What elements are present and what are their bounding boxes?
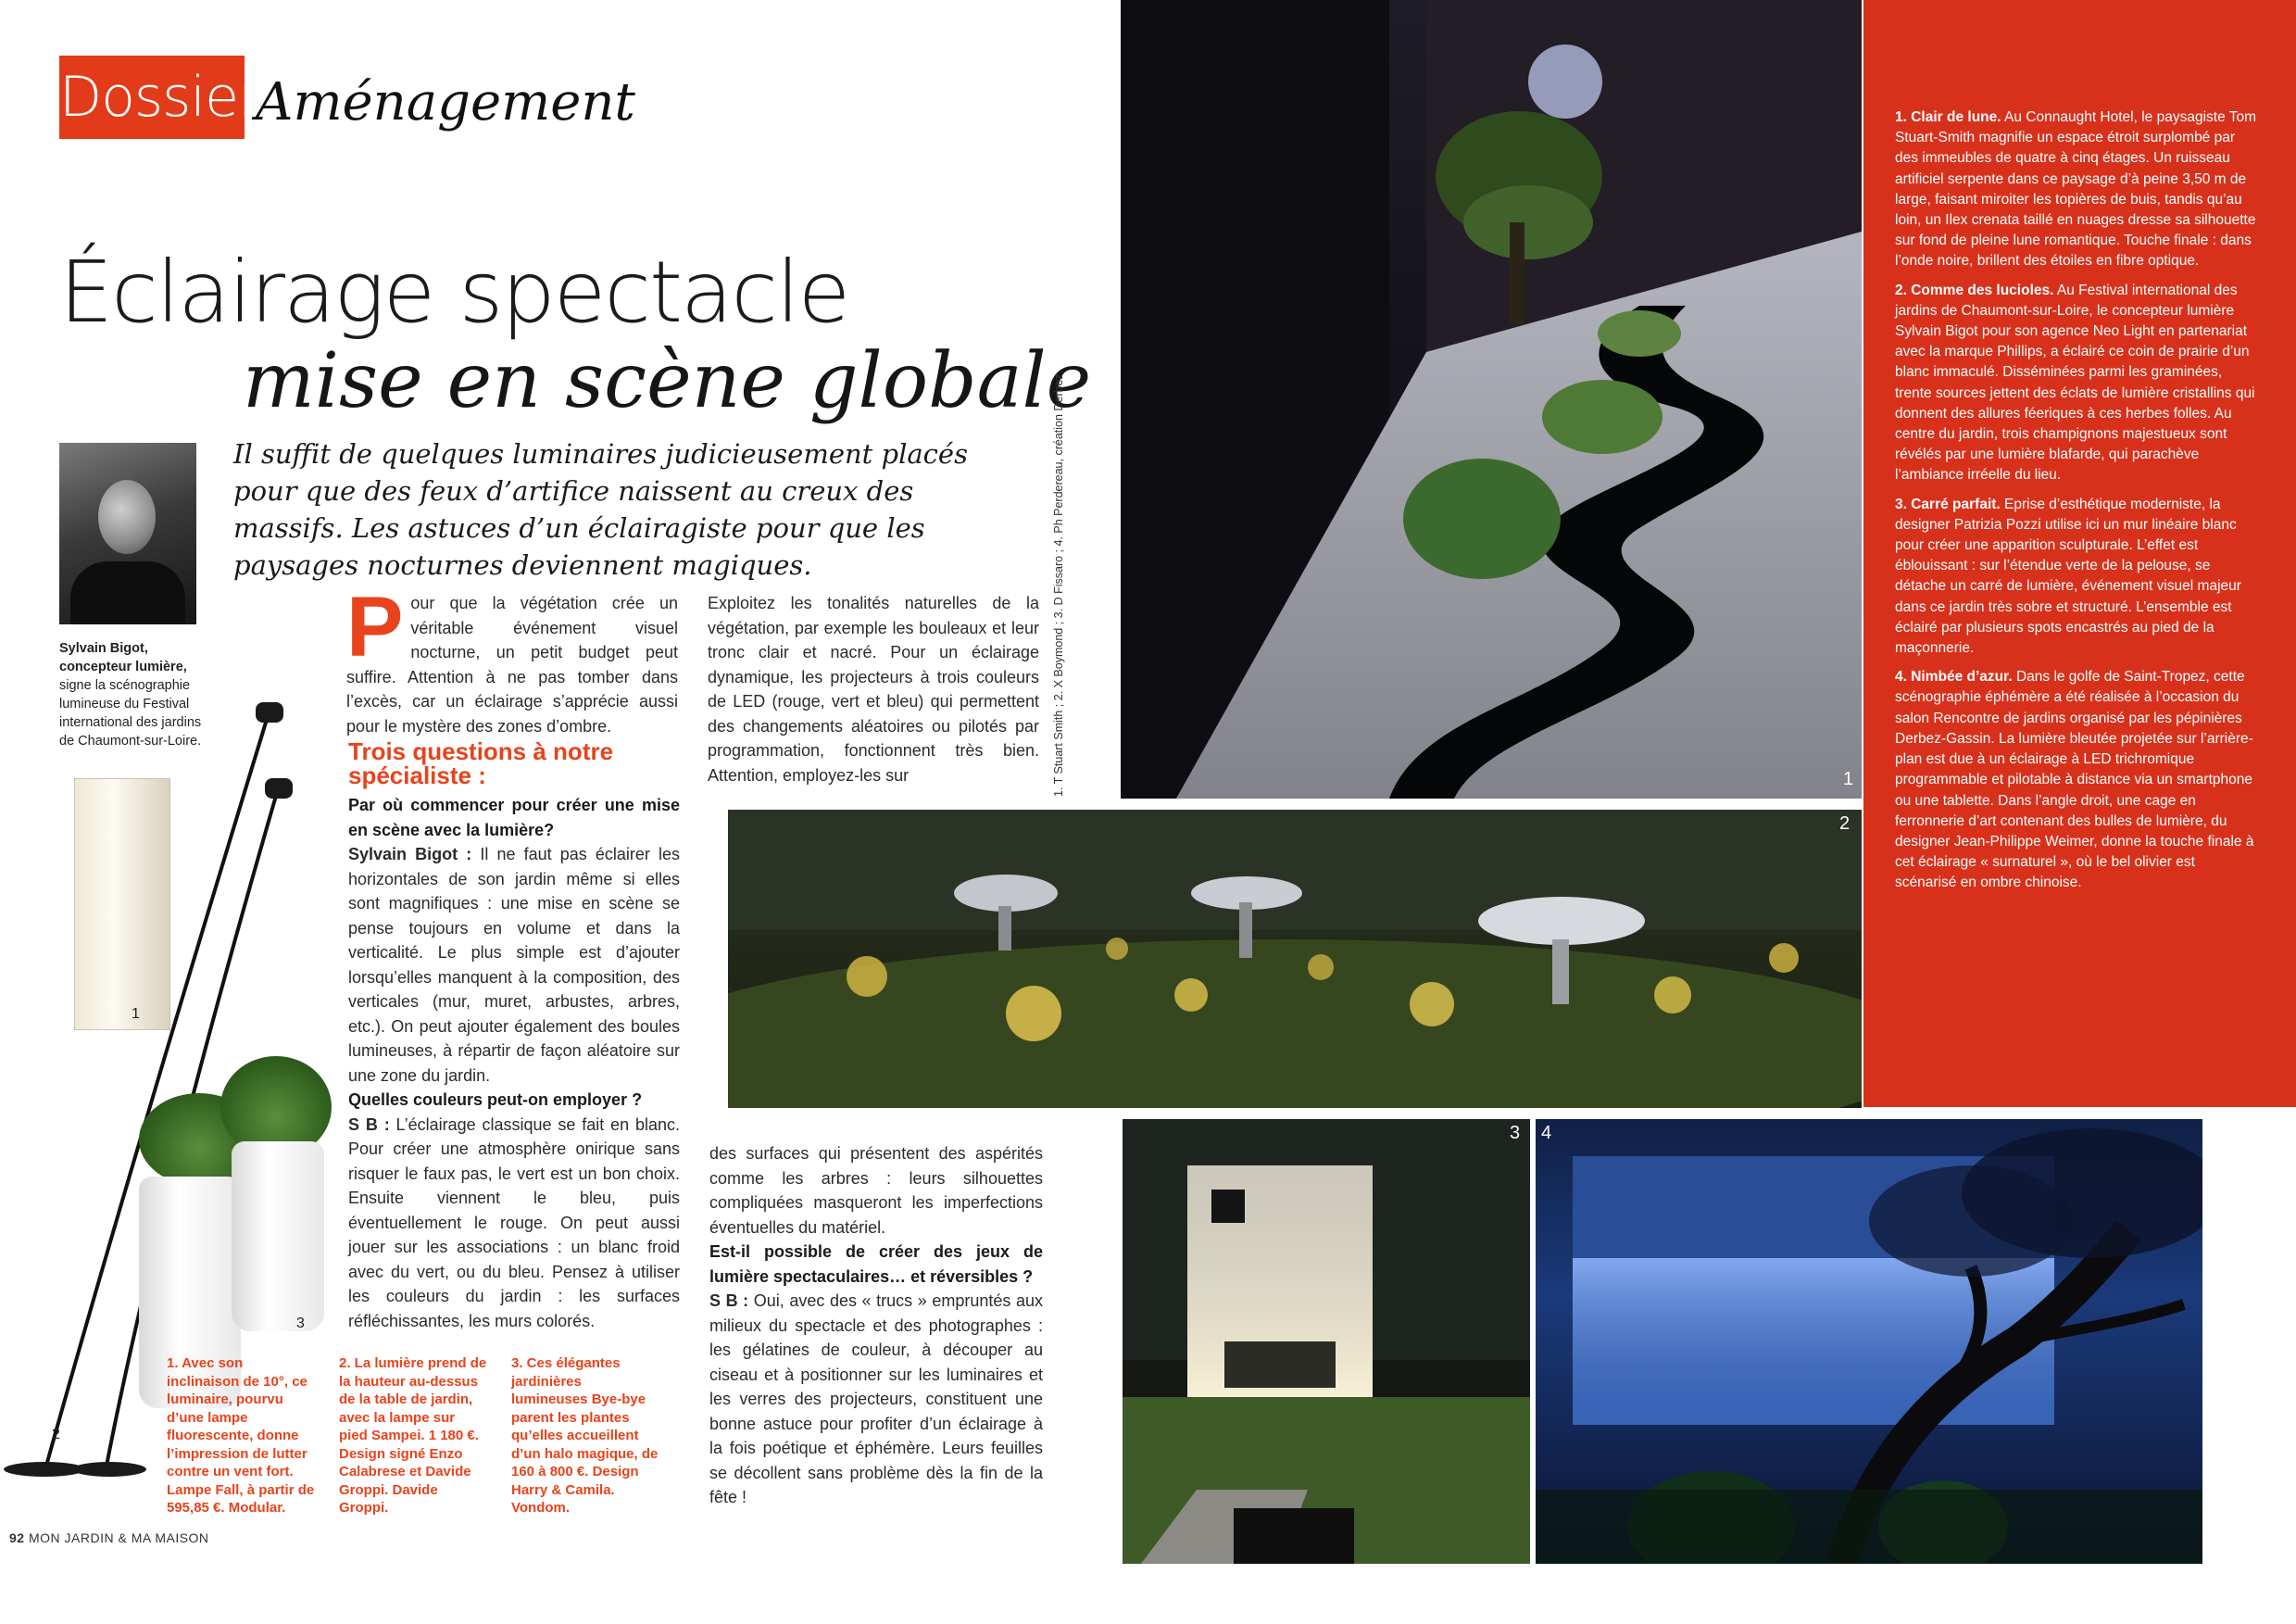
category-label: Aménagement xyxy=(256,72,635,132)
captions-text xyxy=(1895,107,2256,902)
answer-2: L’éclairage classique se fait en blanc. Pour créer une atmosphère onirique sans risquer le faux pas, le vert est un bon choix. Ensuite viennent le bleu, puis éventuellement le rouge. On peut aussi jouer sur les associations : un blanc froid avec du vert, ou du bleu. Pensez à utiliser les couleurs du jardin : les surfaces réfléchissantes, les murs colorés. xyxy=(348,1114,680,1330)
page-footer xyxy=(9,1530,209,1545)
photo-number-1: 1 xyxy=(1843,769,1854,789)
product-caption-1: 1. Avec son inclinaison de 10°, ce luminaire, pourvu d’une lampe fluorescente, donne l’impression de lutter contre un vent fort. Lampe Fall, à partir de 595,85 €. Modular. xyxy=(167,1355,315,1516)
question-1: Par où commencer pour créer une mise en scène avec la lumière? xyxy=(348,796,680,839)
article-title: Éclairage spectacle xyxy=(59,243,849,342)
photo-number-2: 2 xyxy=(1839,813,1851,834)
article-column-2-top: Exploitez les tonalités naturelles de la végétation, par exemple les bouleaux et leur tronc clair et nacré. Pour un éclairage dynamique, les projecteurs à trois couleurs de LED (rouge, vert et bleu) qui permettent des changements aléatoires ou pilotés par programmation, fonctionnent très bien. Attention, employez-les sur xyxy=(708,594,1039,785)
product-caption-3: 3. Ces élégantes jardinières lumineuses Bye-bye parent les plantes qu’elles accueillent d’un halo magique, de 160 à 800 €. Design Harry & Camila. Vondom. xyxy=(511,1355,659,1516)
answer-3: Oui, avec des « trucs » empruntés aux milieux du spectacle et des photographes : les gélatines de couleur, à découper au ciseau et à positionner sur les luminaires et les verres des projecteurs, constituent une bonne astuce pour profiter d’un éclairage à la fois poétique et éphémère. Leurs feuilles se décollent sans problème dès la fin de la fête ! xyxy=(709,1291,1043,1506)
portrait-role: concepteur lumière, xyxy=(59,660,187,674)
photo-comme-des-lucioles xyxy=(728,810,1862,1108)
portrait-caption-text: signe la scénographie lumineuse du Festival international des jardins de Chaumont-sur-Loire. xyxy=(59,678,202,749)
photo-number-3: 3 xyxy=(1510,1123,1521,1143)
photo-clair-de-lune xyxy=(1121,0,1862,799)
photo-nimbee-d-azur xyxy=(1536,1119,2202,1564)
article-subtitle: mise en scène globale xyxy=(243,337,1092,425)
answer-2-speaker: S B : xyxy=(348,1114,390,1134)
answer-1-speaker: Sylvain Bigot : xyxy=(348,845,472,863)
product-number-2: 2 xyxy=(52,1427,60,1442)
article-column-2-bottom xyxy=(709,1141,1043,1510)
column-2-continued: des surfaces qui présentent des aspérités comme les arbres : leurs silhouettes compliquées masqueront les imperfections éventuelles du matériel. xyxy=(709,1144,1043,1237)
product-number-3: 3 xyxy=(296,1316,305,1331)
photo-carre-parfait xyxy=(1123,1119,1530,1564)
question-2: Quelles couleurs peut-on employer ? xyxy=(348,1090,643,1109)
caption-2: 2. Comme des lucioles. Au Festival international des jardins de Chaumont-sur-Loire, le concepteur lumière Sylvain Bigot pour son agence Neo Light en partenariat avec la marque Phillips, a éclairé ce coin de prairie d’un blanc immaculé. Disséminées parmi les graminées, trente sources jettent des éclats de lumière cristallins qui donnent des allures féeriques à ces herbes folles. Au centre du jardin, trois champignons majestueux sont révélés par une lumière blafarde, qui parachève l’ambiance irréelle du lieu. xyxy=(1895,282,2255,484)
intro-text: our que la végétation crée un véritable événement visuel nocturne, un petit budget peut suffire. Attention à ne pas tomber dans l’excès, car un éclairage s’apprécie aussi pour le mystère des zones d’ombre. xyxy=(346,594,678,736)
page-number: 92 xyxy=(9,1530,25,1545)
caption-4: 4. Nimbée d’azur. Dans le golfe de Saint-Tropez, cette scénographie éphémère a été réalisée à l’occasion du salon Rencontre de jardins organisé par les pépinières Derbez-Gassin. La lumière bleutée projetée sur l’arrière-plan est due à un éclairage à LED trichromique programmable et pilotable à distance via un smartphone ou une tablette. Dans l’angle droit, une cage en ferronnerie d’art contenant des bulles de lumière, du designer Jean-Philippe Weimer, donne la touche finale à cet éclairage « surnaturel », où le bel olivier est scénarisé en ombre chinoise. xyxy=(1895,669,2254,891)
interview-column-1 xyxy=(348,793,680,1333)
article-intro xyxy=(346,580,678,738)
caption-1: 1. Clair de lune. Au Connaught Hotel, le paysagiste Tom Stuart-Smith magnifie un espace étroit surplombé par des immeubles de quatre à cinq étages. Un ruisseau artificiel serpente dans ce paysage d’à peine 3,50 m de large, faisant miroiter les topières de buis, tandis qu’au loin, un Ilex crenata taillé en nuages dresse sa silhouette sur fond de pleine lune romantique. Touche finale : dans l’onde noire, brillent des étoiles en fibre optique. xyxy=(1895,109,2257,270)
portrait-name: Sylvain Bigot, xyxy=(59,641,148,656)
product-number-1: 1 xyxy=(132,1006,140,1022)
drop-cap: P xyxy=(346,580,404,674)
caption-3: 3. Carré parfait. Eprise d’esthétique moderniste, la designer Patrizia Pozzi utilise ici un mur linéaire blanc pour créer une apparition sculpturale. L’effet est éblouissant : sur l’étendue verte de la pelouse, se détache un carré de lumière, événement visuel majeur dans ce jardin très sobre et structuré. L’ensemble est éclairé par plusieurs spots encastrés au pied de la maçonnerie. xyxy=(1895,496,2241,657)
planter-image xyxy=(232,1141,324,1331)
photo-number-4: 4 xyxy=(1541,1123,1552,1143)
portrait-photo xyxy=(59,443,196,624)
photo-credits: 1. T Stuart Smith ; 2. X Boymond ; 3. D Fissaro ; 4. Ph Perdereau, création Derbez. xyxy=(1052,370,1065,797)
interview-heading: Trois questions à notre spécialiste : xyxy=(348,737,614,789)
answer-3-speaker: S B : xyxy=(709,1291,749,1310)
section-label: Dossier xyxy=(59,56,245,139)
question-3: Est-il possible de créer des jeux de lumière spectaculaires… et réversibles ? xyxy=(709,1242,1043,1286)
magazine-name: MON JARDIN & MA MAISON xyxy=(28,1530,209,1545)
answer-1: Il ne faut pas éclairer les horizontales de son jardin même si elles sont magnifiques : une mise en scène se pense toujours en volume et dans la verticalité. Le plus simple est d’ajouter lorsqu’elles manquent à la composition, des verticales (mur, muret, arbustes, arbres, etc.). On peut ajouter également des boules lumineuses, à répartir de façon aléatoire sur une zone du jardin. xyxy=(348,845,680,1085)
lead-paragraph: Il suffit de quelques luminaires judicieusement placés pour que des feux d’artifice naissent au creux des massifs. Les astuces d’un éclairagiste pour que les paysages nocturnes deviennent magiques. xyxy=(233,438,968,581)
product-caption-2: 2. La lumière prend de la hauteur au-dessus de la table de jardin, avec la lampe sur pied Sampei. 1 180 €. Design signé Enzo Calabrese et Davide Groppi. Davide Groppi. xyxy=(339,1355,487,1516)
